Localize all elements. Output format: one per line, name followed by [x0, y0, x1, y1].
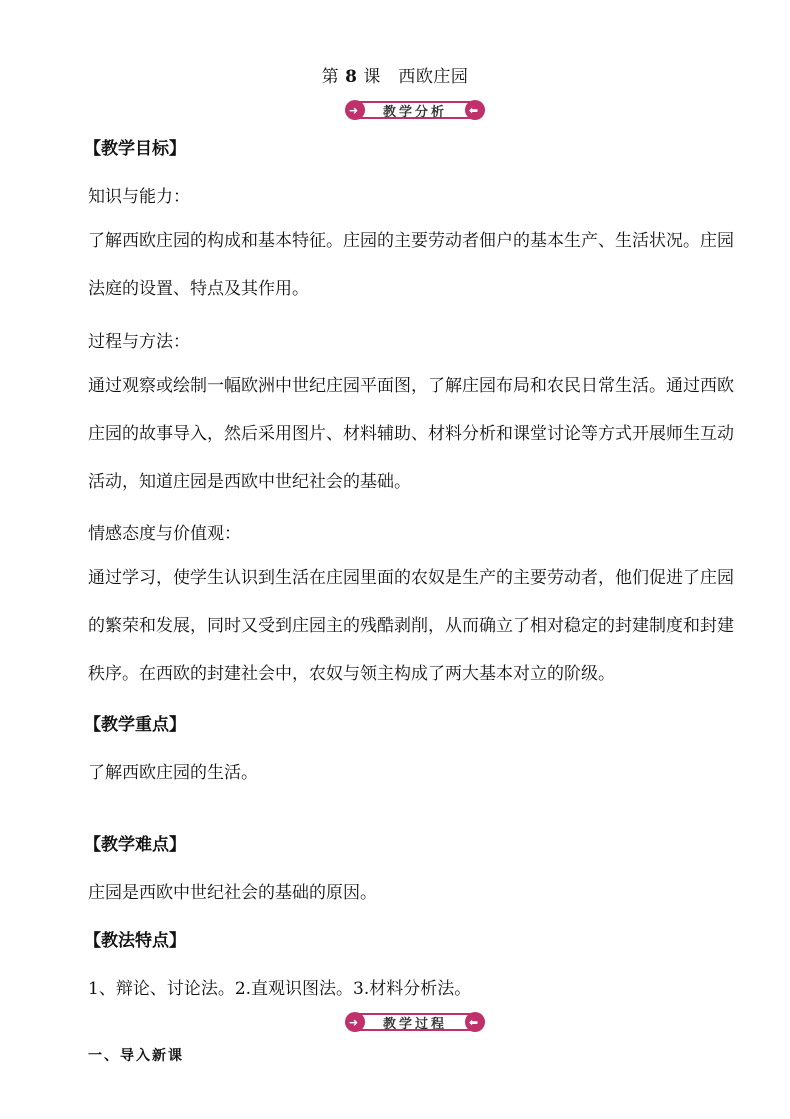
knowledge-text: 了解西欧庄园的构成和基本特征。庄园的主要劳动者佃户的基本生产、生活状况。庄园法庭的设置、特点及其作用。 [88, 231, 734, 299]
subheading-knowledge: 知识与能力： [88, 187, 190, 207]
subheading-process: 过程与方法： [88, 332, 190, 352]
paragraph-knowledge [88, 217, 743, 313]
difficulties-text: 庄园是西欧中世纪社会的基础的原因。 [88, 883, 377, 903]
banner-pill [348, 101, 482, 120]
arrow-left-icon: ⬅ [465, 100, 485, 120]
heading-difficulties: 【教学难点】 [84, 835, 186, 855]
title-number: 8 [345, 67, 358, 87]
banner-pill [348, 1013, 482, 1032]
heading-objectives: 【教学目标】 [84, 139, 186, 159]
arrow-right-icon: ➜ [345, 1012, 365, 1032]
emotion-text: 通过学习，使学生认识到生活在庄园里面的农奴是生产的主要劳动者，他们促进了庄园的繁荣和发展，同时又受到庄园主的残酷剥削，从而确立了相对稳定的封建制度和封建秩序。在西欧的封建社会中，农奴与领主构成了两大基本对立的阶级。 [88, 568, 734, 684]
banner-teaching-analysis [348, 99, 482, 121]
arrow-right-icon: ➜ [345, 100, 365, 120]
title-prefix: 第 [321, 67, 340, 87]
arrow-left-icon: ⬅ [465, 1012, 485, 1032]
key-points-text: 了解西欧庄园的生活。 [88, 763, 258, 783]
paragraph-process [88, 362, 743, 506]
section-intro: 一、导入新课 [88, 1048, 184, 1064]
methods-text: 1、辩论、讨论法。2.直观识图法。3.材料分析法。 [88, 979, 472, 999]
paragraph-emotion [88, 554, 743, 698]
subheading-emotion: 情感态度与价值观： [88, 524, 241, 544]
banner-label: 教学分析 [382, 104, 447, 120]
heading-key-points: 【教学重点】 [84, 715, 186, 735]
page-title [0, 62, 790, 87]
title-rest: 课 西欧庄园 [363, 67, 469, 87]
heading-methods: 【教法特点】 [84, 931, 186, 951]
banner-label: 教学过程 [382, 1016, 447, 1032]
banner-teaching-process [348, 1011, 482, 1033]
process-text: 通过观察或绘制一幅欧洲中世纪庄园平面图，了解庄园布局和农民日常生活。通过西欧庄园的故事导入，然后采用图片、材料辅助、材料分析和课堂讨论等方式开展师生互动活动，知道庄园是西欧中世纪社会的基础。 [88, 376, 734, 492]
